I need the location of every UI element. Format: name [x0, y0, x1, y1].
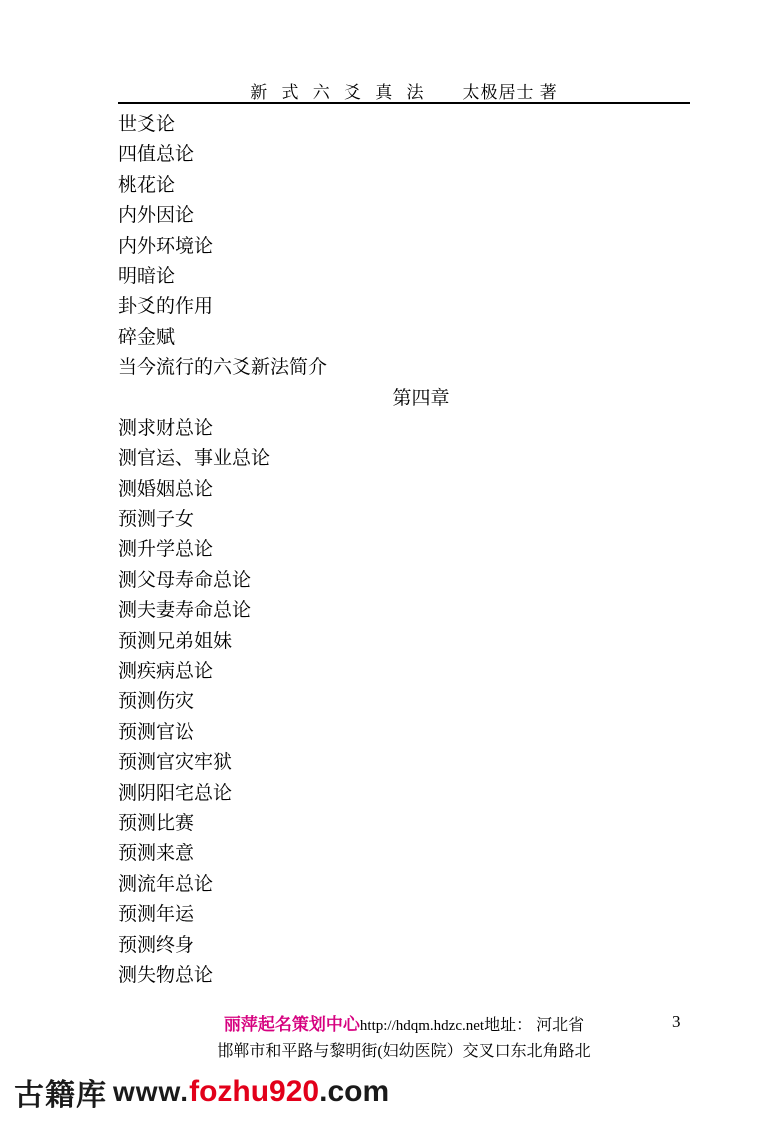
toc-entry: 测升学总论 [118, 539, 214, 561]
toc-entry: 预测比赛 [118, 812, 195, 834]
toc-entry: 测疾病总论 [118, 661, 214, 683]
toc-entry: 明暗论 [118, 265, 176, 287]
watermark-tld: .com [319, 1075, 390, 1108]
footer-address-part1: 地址： 河北省 [484, 1017, 585, 1034]
toc-entry: 预测来意 [118, 843, 195, 865]
page-number: 3 [672, 1012, 681, 1031]
toc-entry: 预测兄弟姐妹 [118, 630, 233, 652]
book-author: 太极居士 著 [462, 83, 558, 102]
running-header [118, 78, 690, 103]
toc-entry: 预测官灾牢狱 [118, 752, 233, 774]
toc-entry: 预测子女 [118, 509, 195, 531]
toc-entry: 世爻论 [118, 114, 176, 135]
watermark-label: 古籍库 [14, 1079, 107, 1112]
header-divider [118, 102, 690, 104]
watermark [14, 1070, 414, 1114]
toc-entry: 测求财总论 [118, 417, 214, 439]
toc-entry: 桃花论 [118, 174, 176, 196]
footer-line-1 [118, 1012, 690, 1039]
footer-url[interactable]: http://hdqm.hdzc.net [359, 1018, 485, 1034]
toc-entry: 测阴阳宅总论 [118, 782, 233, 804]
page-footer [118, 1012, 690, 1064]
toc-entry: 预测终身 [118, 934, 195, 956]
footer-address-part2: 邯郸市和平路与黎明街(妇幼医院）交叉口东北角路北 [217, 1043, 591, 1060]
toc-entry: 测失物总论 [118, 964, 214, 986]
table-of-contents [118, 110, 690, 991]
toc-entry: 四值总论 [118, 144, 195, 166]
toc-entry: 测流年总论 [118, 873, 214, 895]
toc-entry: 卦爻的作用 [118, 296, 214, 318]
toc-entry: 预测伤灾 [118, 691, 195, 713]
book-title: 新 式 六 爻 真 法 [250, 83, 429, 102]
toc-entry: 测夫妻寿命总论 [118, 600, 252, 622]
toc-entry: 内外因论 [118, 205, 195, 227]
toc-entry: 碎金赋 [118, 326, 176, 348]
watermark-domain: fozhu920 [189, 1075, 320, 1108]
chapter-heading: 第四章 [392, 387, 450, 409]
toc-entry: 测婚姻总论 [118, 478, 214, 500]
toc-entry: 预测年运 [118, 904, 195, 926]
toc-entry: 内外环境论 [118, 235, 214, 257]
toc-entry: 测父母寿命总论 [118, 569, 252, 591]
toc-entry: 预测官讼 [118, 721, 195, 743]
toc-entry: 当今流行的六爻新法简介 [118, 357, 328, 379]
toc-entry: 测官运、事业总论 [118, 448, 271, 470]
footer-brand: 丽萍起名策划中心 [223, 1015, 360, 1034]
watermark-www: www. [113, 1076, 190, 1107]
